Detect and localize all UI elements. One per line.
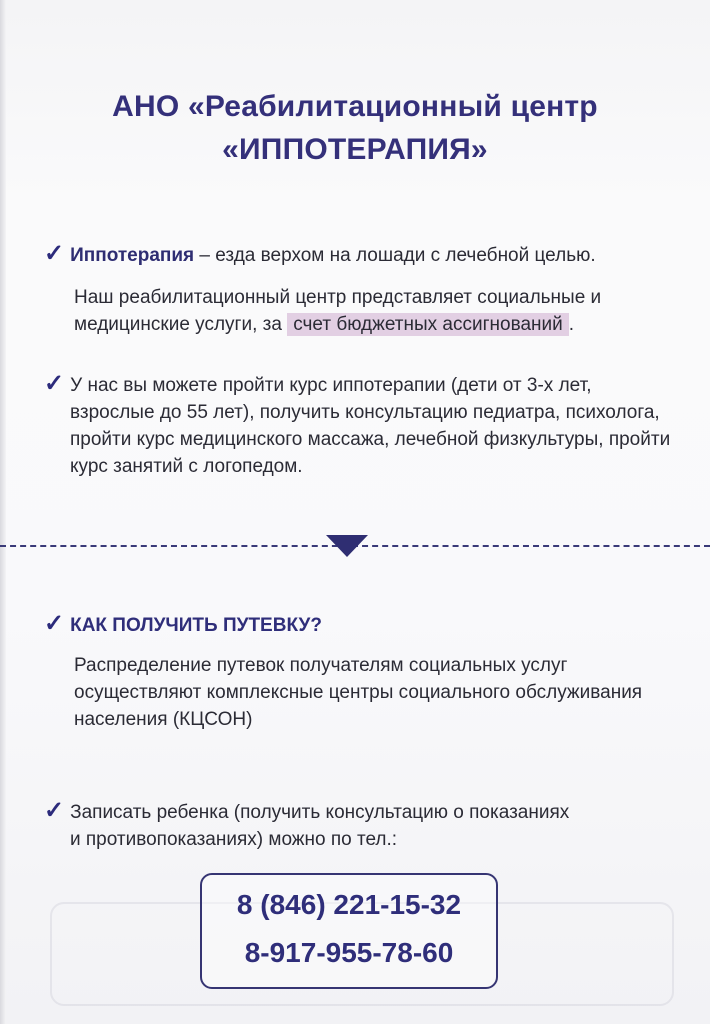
phone-number-2[interactable]: 8-917-955-78-60 (244, 937, 454, 968)
courses-rest: взрослые до 55 лет), получить консультацию педиатра, психолога, пройти курс медицинского массажа, лечебной физкультуры, пройти курс занятий с логопедом. (70, 402, 671, 477)
phone-box (200, 873, 498, 989)
voucher-heading: КАК ПОЛУЧИТЬ ПУТЕВКУ? (70, 615, 322, 636)
checkmark-icon: ✓ (44, 370, 65, 397)
definition-paragraph (44, 240, 694, 269)
enroll-line2: и противопоказаниях) можно по тел.: (70, 829, 398, 850)
checkmark-icon: ✓ (44, 610, 65, 637)
page-title-line1: АНО «Реабилитационный центр (112, 90, 598, 123)
definition-term: Иппотерапия (70, 245, 195, 266)
budget-highlight: счет бюджетных ассигнований (287, 313, 569, 336)
enroll-line1: Записать ребенка (получить консультацию о показаниях (70, 802, 570, 823)
checkmark-icon: ✓ (44, 797, 65, 824)
checkmark-icon: ✓ (44, 240, 65, 267)
services-text: Наш реабилитационный центр представляет социальные и медицинские услуги, за (74, 287, 602, 335)
enroll-paragraph (44, 797, 674, 853)
services-end: . (568, 314, 575, 335)
triangle-down-icon (326, 535, 368, 557)
page-title-line2: «ИППОТЕРАПИЯ» (222, 133, 488, 166)
voucher-heading-row (44, 610, 674, 639)
phone-number-1[interactable]: 8 (846) 221-15-32 (236, 889, 462, 920)
definition-text: – езда верхом на лошади с лечебной целью. (194, 245, 596, 266)
services-paragraph (74, 284, 674, 338)
courses-line1: У нас вы можете пройти курс иппотерапии (дети от 3-х лет, (70, 375, 592, 396)
courses-paragraph (44, 370, 674, 480)
voucher-paragraph: Распределение путевок получателям социальных услуг осуществляют комплексные центры социального обслуживания населения (КЦСОН) (74, 655, 643, 730)
paper-edge (0, 0, 6, 1024)
